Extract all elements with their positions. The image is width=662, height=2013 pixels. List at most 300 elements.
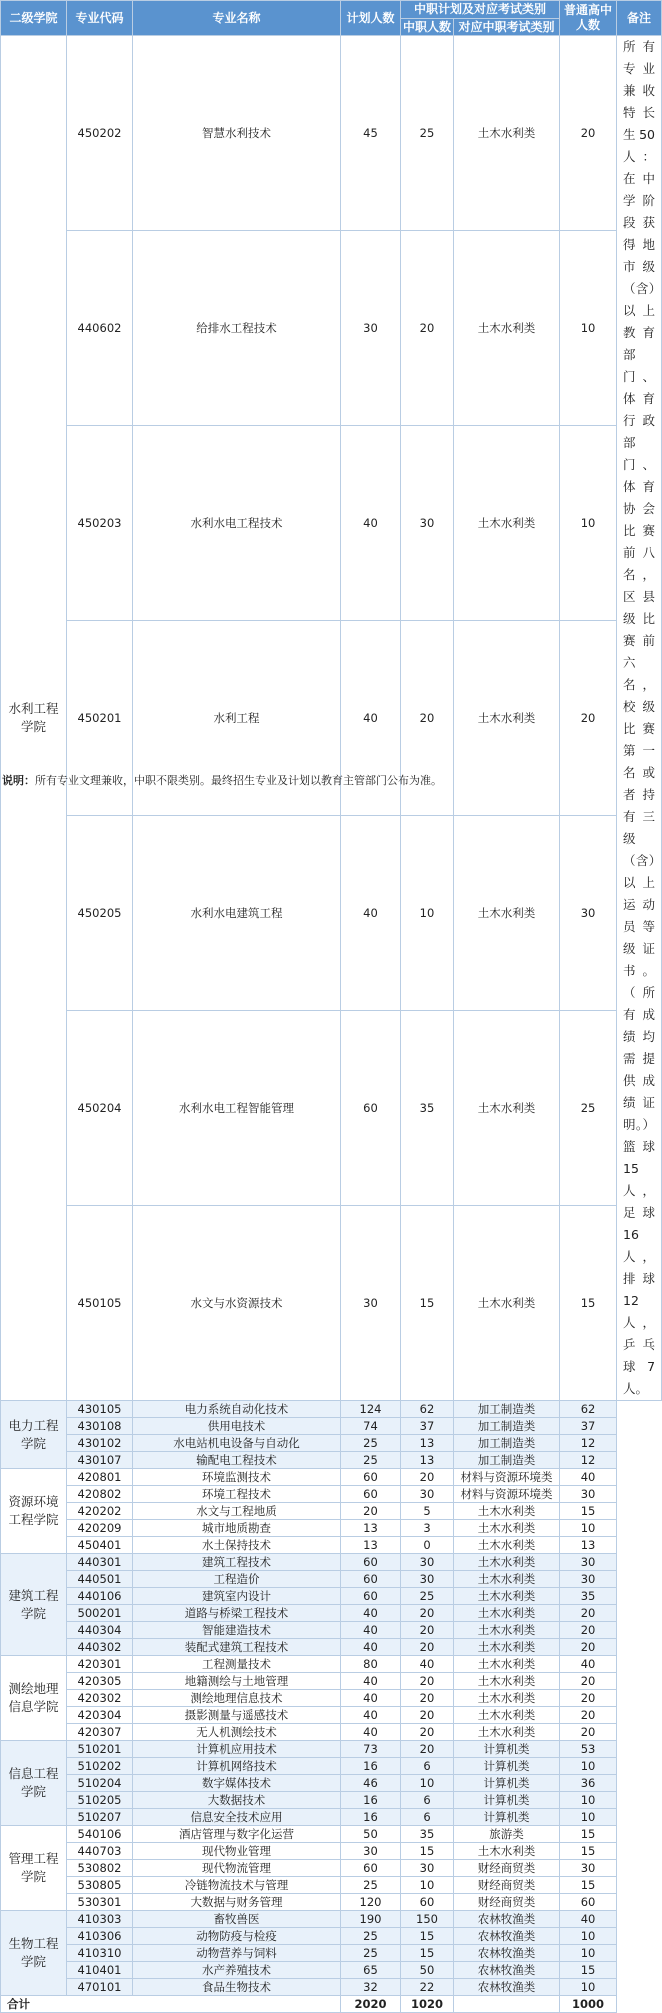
cell-name: 环境监测技术: [133, 1469, 341, 1486]
cell-cat: 土木水利类: [454, 231, 560, 426]
cell-voc: 20: [401, 1622, 454, 1639]
table-row: [1, 1588, 662, 1605]
cell-voc: 30: [401, 1860, 454, 1877]
table-row: [1, 1622, 662, 1639]
cell-plan: 40: [341, 816, 401, 1011]
cell-voc: 15: [401, 1206, 454, 1401]
cell-plan: 60: [341, 1571, 401, 1588]
cell-voc: 30: [401, 1486, 454, 1503]
table-row: [1, 1945, 662, 1962]
cell-code: 540106: [67, 1826, 133, 1843]
cell-plan: 25: [341, 1452, 401, 1469]
cell-name: 水利水电工程技术: [133, 426, 341, 621]
table-row: [1, 1775, 662, 1792]
cell-code: 430108: [67, 1418, 133, 1435]
cell-voc: 22: [401, 1979, 454, 1996]
cell-voc: 5: [401, 1503, 454, 1520]
cell-plan: 60: [341, 1588, 401, 1605]
cell-hs: 10: [560, 1520, 617, 1537]
cell-code: 500201: [67, 1605, 133, 1622]
cell-hs: 12: [560, 1435, 617, 1452]
table-row: [1, 1758, 662, 1775]
table-row: [1, 1656, 662, 1673]
cell-hs: 15: [560, 1503, 617, 1520]
cell-voc: 40: [401, 1656, 454, 1673]
cell-name: 食品生物技术: [133, 1979, 341, 1996]
cell-name: 城市地质勘查: [133, 1520, 341, 1537]
cell-hs: 62: [560, 1401, 617, 1418]
cell-name: 水电站机电设备与自动化: [133, 1435, 341, 1452]
college-group: [1, 1826, 662, 1911]
cell-name: 计算机应用技术: [133, 1741, 341, 1758]
cell-code: 450204: [67, 1011, 133, 1206]
cell-cat: 农林牧渔类: [454, 1928, 560, 1945]
table-row: [1, 1707, 662, 1724]
cell-hs: 20: [560, 1639, 617, 1656]
cell-name: 电力系统自动化技术: [133, 1401, 341, 1418]
cell-hs: 40: [560, 1911, 617, 1928]
table-row: [1, 36, 662, 231]
cell-hs: 20: [560, 1622, 617, 1639]
cell-cat: 土木水利类: [454, 1571, 560, 1588]
table-header: [1, 1, 662, 36]
cell-plan: 25: [341, 1928, 401, 1945]
table-row: [1, 1537, 662, 1554]
cell-code: 420802: [67, 1486, 133, 1503]
cell-code: 410303: [67, 1911, 133, 1928]
table-row: [1, 1605, 662, 1622]
cell-voc: 20: [401, 1724, 454, 1741]
cell-name: 水文与水资源技术: [133, 1206, 341, 1401]
cell-plan: 16: [341, 1758, 401, 1775]
cell-cat: 土木水利类: [454, 1537, 560, 1554]
cell-hs: 15: [560, 1826, 617, 1843]
cell-voc: 35: [401, 1011, 454, 1206]
cell-hs: 20: [560, 1605, 617, 1622]
table-row: [1, 1520, 662, 1537]
cell-name: 大数据与财务管理: [133, 1894, 341, 1911]
cell-plan: 50: [341, 1826, 401, 1843]
cell-plan: 124: [341, 1401, 401, 1418]
cell-cat: 土木水利类: [454, 1673, 560, 1690]
cell-hs: 20: [560, 1673, 617, 1690]
cell-hs: 10: [560, 426, 617, 621]
cell-code: 450203: [67, 426, 133, 621]
table-row: [1, 1503, 662, 1520]
cell-hs: 30: [560, 816, 617, 1011]
cell-voc: 20: [401, 231, 454, 426]
cell-code: 450202: [67, 36, 133, 231]
table-row: [1, 1486, 662, 1503]
totals-vocational: 1020: [401, 1996, 454, 2013]
cell-voc: 15: [401, 1928, 454, 1945]
header-plan: 计划人数: [341, 1, 401, 36]
cell-plan: 45: [341, 36, 401, 231]
cell-plan: 74: [341, 1418, 401, 1435]
cell-name: 数字媒体技术: [133, 1775, 341, 1792]
college-name: 建筑工程学院: [1, 1554, 67, 1656]
cell-code: 450201: [67, 621, 133, 816]
cell-plan: 13: [341, 1520, 401, 1537]
cell-plan: 25: [341, 1435, 401, 1452]
cell-cat: 土木水利类: [454, 1690, 560, 1707]
cell-cat: 土木水利类: [454, 1622, 560, 1639]
cell-code: 510207: [67, 1809, 133, 1826]
cell-code: 420302: [67, 1690, 133, 1707]
table-row: [1, 1469, 662, 1486]
cell-cat: 土木水利类: [454, 1843, 560, 1860]
cell-voc: 6: [401, 1792, 454, 1809]
header-vocational-group: 中职计划及对应考试类别: [401, 1, 560, 19]
header-highschool: 普通高中人数: [560, 1, 617, 36]
table-row: [1, 1809, 662, 1826]
cell-cat: 计算机类: [454, 1741, 560, 1758]
footnote: [2, 772, 442, 788]
cell-voc: 15: [401, 1843, 454, 1860]
cell-code: 420305: [67, 1673, 133, 1690]
totals-group: [1, 1996, 662, 2013]
cell-hs: 15: [560, 1206, 617, 1401]
cell-plan: 190: [341, 1911, 401, 1928]
table-row: [1, 1639, 662, 1656]
cell-voc: 10: [401, 816, 454, 1011]
cell-name: 水利水电工程智能管理: [133, 1011, 341, 1206]
cell-cat: 材料与资源环境类: [454, 1486, 560, 1503]
cell-code: 440703: [67, 1843, 133, 1860]
cell-name: 供用电技术: [133, 1418, 341, 1435]
cell-code: 440301: [67, 1554, 133, 1571]
cell-voc: 0: [401, 1537, 454, 1554]
cell-name: 现代物业管理: [133, 1843, 341, 1860]
cell-voc: 20: [401, 1690, 454, 1707]
table-row: [1, 1011, 662, 1206]
cell-name: 工程造价: [133, 1571, 341, 1588]
cell-cat: 加工制造类: [454, 1418, 560, 1435]
cell-voc: 20: [401, 1673, 454, 1690]
college-name: 管理工程学院: [1, 1826, 67, 1911]
cell-plan: 25: [341, 1877, 401, 1894]
cell-cat: 土木水利类: [454, 1639, 560, 1656]
cell-hs: 40: [560, 1469, 617, 1486]
table-row: [1, 1690, 662, 1707]
header-exam-category: 对应中职考试类别: [454, 19, 560, 36]
cell-plan: 46: [341, 1775, 401, 1792]
cell-voc: 25: [401, 1588, 454, 1605]
cell-cat: 计算机类: [454, 1809, 560, 1826]
cell-code: 470101: [67, 1979, 133, 1996]
cell-code: 440302: [67, 1639, 133, 1656]
college-name: 电力工程学院: [1, 1401, 67, 1469]
cell-voc: 6: [401, 1758, 454, 1775]
cell-voc: 10: [401, 1775, 454, 1792]
cell-code: 530301: [67, 1894, 133, 1911]
cell-voc: 30: [401, 1571, 454, 1588]
header-vocational-count: 中职人数: [401, 19, 454, 36]
cell-name: 智能建造技术: [133, 1622, 341, 1639]
cell-voc: 13: [401, 1435, 454, 1452]
cell-cat: 农林牧渔类: [454, 1945, 560, 1962]
cell-cat: 加工制造类: [454, 1435, 560, 1452]
cell-voc: 6: [401, 1809, 454, 1826]
cell-code: 410310: [67, 1945, 133, 1962]
totals-highschool: 1000: [560, 1996, 617, 2013]
cell-name: 地籍测绘与土地管理: [133, 1673, 341, 1690]
cell-name: 冷链物流技术与管理: [133, 1877, 341, 1894]
cell-cat: 财经商贸类: [454, 1877, 560, 1894]
cell-plan: 40: [341, 1707, 401, 1724]
footnote-text: 所有专业文理兼收，中职不限类别。最终招生专业及计划以教育主管部门公布为准。: [35, 774, 442, 787]
cell-cat: 农林牧渔类: [454, 1962, 560, 1979]
table-row: [1, 426, 662, 621]
cell-name: 畜牧兽医: [133, 1911, 341, 1928]
cell-code: 440501: [67, 1571, 133, 1588]
cell-code: 430102: [67, 1435, 133, 1452]
cell-name: 水利工程: [133, 621, 341, 816]
cell-plan: 80: [341, 1656, 401, 1673]
cell-plan: 60: [341, 1486, 401, 1503]
cell-hs: 15: [560, 1877, 617, 1894]
cell-cat: 旅游类: [454, 1826, 560, 1843]
cell-code: 440602: [67, 231, 133, 426]
cell-voc: 150: [401, 1911, 454, 1928]
table-row: [1, 1911, 662, 1928]
cell-name: 计算机网络技术: [133, 1758, 341, 1775]
college-name: 测绘地理信息学院: [1, 1656, 67, 1741]
table-row: [1, 1843, 662, 1860]
college-name: 信息工程学院: [1, 1741, 67, 1826]
cell-cat: 土木水利类: [454, 621, 560, 816]
college-group: [1, 1401, 662, 1469]
cell-hs: 30: [560, 1486, 617, 1503]
header-name: 专业名称: [133, 1, 341, 36]
cell-cat: 农林牧渔类: [454, 1911, 560, 1928]
college-name: 资源环境工程学院: [1, 1469, 67, 1554]
cell-cat: 财经商贸类: [454, 1860, 560, 1877]
header-code: 专业代码: [67, 1, 133, 36]
cell-code: 420307: [67, 1724, 133, 1741]
cell-cat: 土木水利类: [454, 1011, 560, 1206]
cell-name: 输配电工程技术: [133, 1452, 341, 1469]
table-row: [1, 1741, 662, 1758]
cell-code: 450401: [67, 1537, 133, 1554]
college-group: [1, 1554, 662, 1656]
cell-plan: 25: [341, 1945, 401, 1962]
cell-plan: 60: [341, 1554, 401, 1571]
cell-plan: 16: [341, 1809, 401, 1826]
cell-cat: 土木水利类: [454, 1605, 560, 1622]
table-row: [1, 816, 662, 1011]
cell-name: 环境工程技术: [133, 1486, 341, 1503]
cell-plan: 40: [341, 1622, 401, 1639]
table-row: [1, 1877, 662, 1894]
cell-cat: 土木水利类: [454, 1520, 560, 1537]
college-group: [1, 1469, 662, 1554]
cell-name: 工程测量技术: [133, 1656, 341, 1673]
cell-cat: 加工制造类: [454, 1452, 560, 1469]
cell-voc: 35: [401, 1826, 454, 1843]
college-group: [1, 1656, 662, 1741]
cell-voc: 20: [401, 1707, 454, 1724]
totals-row: [1, 1996, 662, 2013]
cell-code: 450205: [67, 816, 133, 1011]
cell-name: 道路与桥梁工程技术: [133, 1605, 341, 1622]
cell-code: 510202: [67, 1758, 133, 1775]
cell-name: 建筑工程技术: [133, 1554, 341, 1571]
cell-code: 530805: [67, 1877, 133, 1894]
table-row: [1, 1826, 662, 1843]
cell-plan: 40: [341, 621, 401, 816]
cell-hs: 30: [560, 1571, 617, 1588]
cell-plan: 60: [341, 1469, 401, 1486]
cell-name: 水土保持技术: [133, 1537, 341, 1554]
cell-name: 现代物流管理: [133, 1860, 341, 1877]
cell-name: 信息安全技术应用: [133, 1809, 341, 1826]
cell-hs: 25: [560, 1011, 617, 1206]
cell-voc: 50: [401, 1962, 454, 1979]
cell-code: 530802: [67, 1860, 133, 1877]
cell-code: 440304: [67, 1622, 133, 1639]
cell-plan: 40: [341, 1690, 401, 1707]
cell-voc: 20: [401, 1469, 454, 1486]
cell-code: 420301: [67, 1656, 133, 1673]
cell-plan: 30: [341, 231, 401, 426]
cell-name: 摄影测量与遥感技术: [133, 1707, 341, 1724]
table-row: [1, 1571, 662, 1588]
cell-hs: 15: [560, 1843, 617, 1860]
cell-hs: 12: [560, 1452, 617, 1469]
cell-cat: 财经商贸类: [454, 1894, 560, 1911]
cell-name: 动物防疫与检疫: [133, 1928, 341, 1945]
cell-hs: 10: [560, 1809, 617, 1826]
cell-code: 420304: [67, 1707, 133, 1724]
cell-cat: 土木水利类: [454, 36, 560, 231]
cell-code: 430105: [67, 1401, 133, 1418]
cell-voc: 30: [401, 426, 454, 621]
cell-hs: 10: [560, 1945, 617, 1962]
cell-name: 酒店管理与数字化运营: [133, 1826, 341, 1843]
cell-plan: 20: [341, 1503, 401, 1520]
cell-cat: 农林牧渔类: [454, 1979, 560, 1996]
cell-plan: 73: [341, 1741, 401, 1758]
table-row: [1, 1401, 662, 1418]
cell-cat: 计算机类: [454, 1792, 560, 1809]
cell-code: 510204: [67, 1775, 133, 1792]
cell-voc: 62: [401, 1401, 454, 1418]
cell-cat: 土木水利类: [454, 1206, 560, 1401]
table-row: [1, 1206, 662, 1401]
cell-voc: 37: [401, 1418, 454, 1435]
header-remarks: 备注: [617, 1, 662, 36]
cell-name: 水产养殖技术: [133, 1962, 341, 1979]
cell-hs: 53: [560, 1741, 617, 1758]
cell-hs: 20: [560, 1690, 617, 1707]
table-row: [1, 1554, 662, 1571]
cell-voc: 3: [401, 1520, 454, 1537]
cell-plan: 40: [341, 1673, 401, 1690]
cell-hs: 10: [560, 1758, 617, 1775]
cell-name: 动物营养与饲料: [133, 1945, 341, 1962]
table-row: [1, 1962, 662, 1979]
cell-cat: 计算机类: [454, 1758, 560, 1775]
cell-cat: 土木水利类: [454, 1724, 560, 1741]
college-name: 生物工程学院: [1, 1911, 67, 1996]
cell-name: 水文与工程地质: [133, 1503, 341, 1520]
cell-name: 智慧水利技术: [133, 36, 341, 231]
cell-voc: 30: [401, 1554, 454, 1571]
cell-name: 水利水电建筑工程: [133, 816, 341, 1011]
cell-cat: 土木水利类: [454, 816, 560, 1011]
cell-plan: 60: [341, 1011, 401, 1206]
table-row: [1, 1979, 662, 1996]
cell-cat: 土木水利类: [454, 426, 560, 621]
cell-voc: 10: [401, 1877, 454, 1894]
cell-plan: 40: [341, 1639, 401, 1656]
cell-voc: 60: [401, 1894, 454, 1911]
cell-hs: 15: [560, 1962, 617, 1979]
college-group: [1, 36, 662, 1401]
cell-hs: 20: [560, 36, 617, 231]
cell-plan: 65: [341, 1962, 401, 1979]
cell-voc: 25: [401, 36, 454, 231]
totals-label: 合计: [1, 1996, 341, 2013]
table-row: [1, 1724, 662, 1741]
cell-hs: 37: [560, 1418, 617, 1435]
cell-plan: 30: [341, 1206, 401, 1401]
table-row: [1, 231, 662, 426]
college-group: [1, 1911, 662, 1996]
header-college: 二级学院: [1, 1, 67, 36]
college-name: 水利工程学院: [1, 36, 67, 1401]
table-row: [1, 1894, 662, 1911]
cell-hs: 10: [560, 231, 617, 426]
remarks-text: 所有专业兼收特长生50人：在中学阶段获得地市级（含）以上教育部门、体育行政部门、体育协会比赛前八名，区县级比赛前六名，校级比赛第一名或者持有三级（含）以上运动员等级证书。（所有成绩均需提供成绩证明。）篮球15人，足球16人，排球12人，乒乓球7人。: [617, 36, 662, 1401]
cell-hs: 36: [560, 1775, 617, 1792]
cell-hs: 30: [560, 1860, 617, 1877]
cell-hs: 10: [560, 1792, 617, 1809]
cell-voc: 20: [401, 621, 454, 816]
cell-name: 大数据技术: [133, 1792, 341, 1809]
totals-empty: [454, 1996, 560, 2013]
cell-plan: 32: [341, 1979, 401, 1996]
table-row: [1, 1418, 662, 1435]
cell-code: 440106: [67, 1588, 133, 1605]
cell-plan: 60: [341, 1860, 401, 1877]
table-row: [1, 1928, 662, 1945]
cell-cat: 土木水利类: [454, 1503, 560, 1520]
cell-code: 420801: [67, 1469, 133, 1486]
cell-hs: 35: [560, 1588, 617, 1605]
cell-voc: 13: [401, 1452, 454, 1469]
cell-code: 510205: [67, 1792, 133, 1809]
table-row: [1, 1860, 662, 1877]
cell-plan: 40: [341, 1605, 401, 1622]
cell-voc: 20: [401, 1605, 454, 1622]
cell-hs: 60: [560, 1894, 617, 1911]
college-group: [1, 1741, 662, 1826]
table-row: [1, 1792, 662, 1809]
cell-cat: 土木水利类: [454, 1707, 560, 1724]
cell-plan: 30: [341, 1843, 401, 1860]
cell-hs: 20: [560, 1724, 617, 1741]
cell-code: 410401: [67, 1962, 133, 1979]
cell-hs: 10: [560, 1928, 617, 1945]
totals-plan: 2020: [341, 1996, 401, 2013]
footnote-label: 说明：: [2, 774, 35, 787]
cell-name: 装配式建筑工程技术: [133, 1639, 341, 1656]
cell-hs: 13: [560, 1537, 617, 1554]
cell-hs: 30: [560, 1554, 617, 1571]
cell-cat: 土木水利类: [454, 1554, 560, 1571]
